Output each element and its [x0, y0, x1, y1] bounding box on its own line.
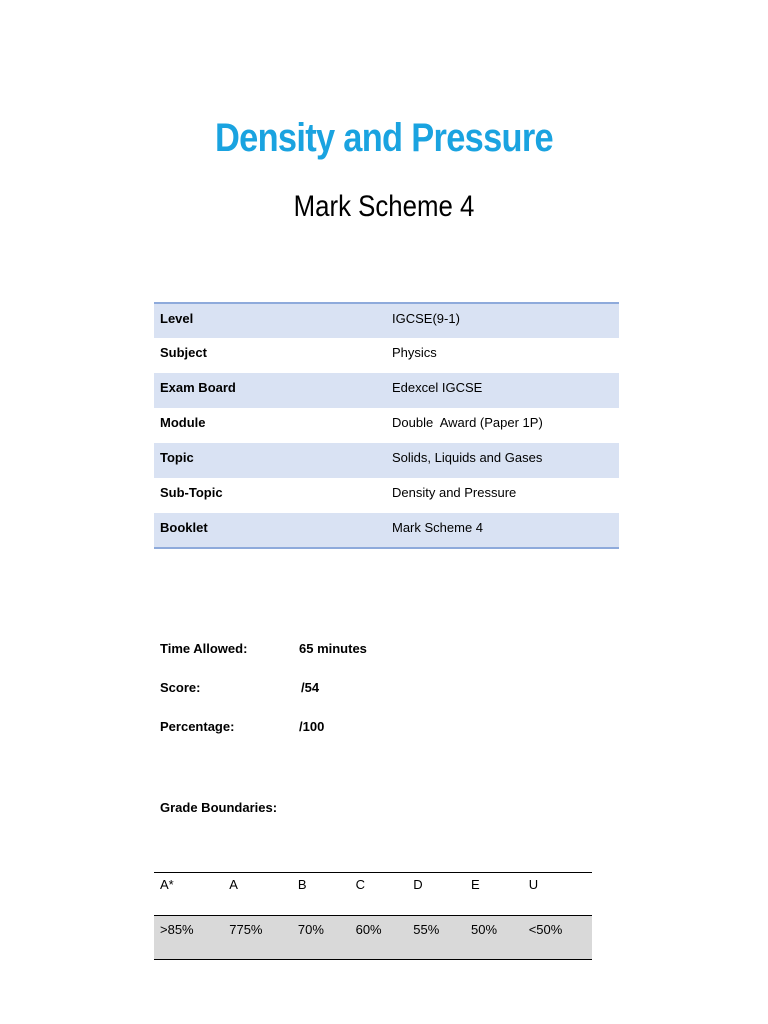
info-row-booklet	[154, 513, 619, 548]
grade-cell: C	[350, 873, 408, 916]
info-value: Solids, Liquids and Gases	[386, 443, 619, 478]
time-allowed-value: 65 minutes	[299, 641, 367, 656]
percentage-value: /100	[299, 719, 325, 734]
time-allowed-label: Time Allowed:	[160, 641, 248, 656]
grade-value-cell: 50%	[465, 916, 523, 960]
percentage-label: Percentage:	[160, 719, 235, 734]
grade-cell: A	[223, 873, 292, 916]
page-title: Density and Pressure	[214, 116, 554, 160]
grade-cell: A*	[154, 873, 223, 916]
grade-cell: E	[465, 873, 523, 916]
grade-value-cell: 70%	[292, 916, 350, 960]
grade-cell: U	[523, 873, 592, 916]
info-key: Booklet	[154, 513, 386, 548]
info-key: Exam Board	[154, 373, 386, 408]
grade-boundaries-title: Grade Boundaries:	[160, 800, 278, 815]
info-key: Subject	[160, 345, 207, 360]
grade-header-row	[154, 873, 592, 916]
info-value: Edexcel IGCSE	[386, 373, 619, 408]
grade-value-cell: 55%	[407, 916, 465, 960]
info-value: IGCSE(9-1)	[386, 303, 619, 338]
info-value: Physics	[392, 345, 437, 360]
info-value: Double Award (Paper 1P)	[392, 415, 543, 430]
info-key: Module	[160, 415, 206, 430]
percentage	[160, 719, 325, 734]
info-row-module	[154, 408, 619, 443]
grade-cell: D	[407, 873, 465, 916]
grade-boundaries-table	[154, 872, 592, 960]
info-key: Sub-Topic	[160, 485, 223, 500]
info-row-topic	[154, 443, 619, 478]
info-value: Mark Scheme 4	[386, 513, 619, 548]
grade-value-cell: 60%	[350, 916, 408, 960]
info-table	[154, 302, 619, 549]
page-subtitle: Mark Scheme 4	[293, 190, 475, 223]
grade-value-cell: <50%	[523, 916, 592, 960]
info-row-subject	[154, 338, 619, 373]
grade-cell: B	[292, 873, 350, 916]
info-key: Topic	[154, 443, 386, 478]
time-allowed	[160, 641, 367, 656]
score-value: /54	[301, 680, 320, 695]
grade-values-row	[154, 916, 592, 960]
info-value: Density and Pressure	[392, 485, 517, 500]
grade-value-cell: 775%	[223, 916, 292, 960]
score	[160, 680, 320, 695]
grade-value-cell: >85%	[154, 916, 223, 960]
info-row-exam-board	[154, 373, 619, 408]
score-label: Score:	[160, 680, 201, 695]
info-key: Level	[154, 303, 386, 338]
info-row-sub-topic	[154, 478, 619, 513]
info-row-level	[154, 303, 619, 338]
